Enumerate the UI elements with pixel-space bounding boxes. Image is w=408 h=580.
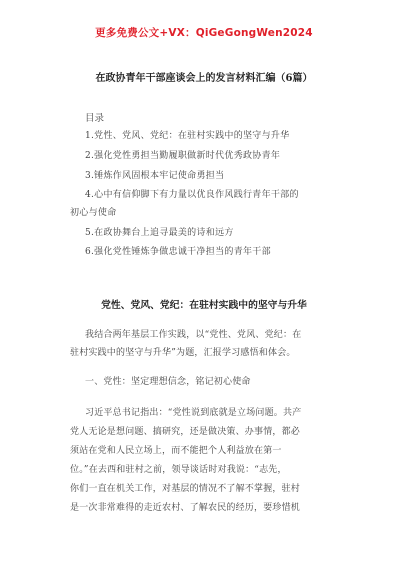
document-title: 在政协青年干部座谈会上的发言材料汇编（6篇） [95,73,313,84]
section-title: 党性、党风、党纪：在驻村实践中的坚守与升华 [101,300,307,311]
toc-item-continuation: 初心与使命 [70,208,117,218]
body-line: 党人无论是想问题、搞研究，还是做决策、办事情，都必 [70,427,301,437]
toc-item: 4.心中有信仰脚下有力量以优良作风践行青年干部的 [85,190,299,200]
toc-item: 3.锤炼作风固根本牢记使命勇担当 [85,171,225,181]
body-line: 习近平总书记指出：“党性说到底就是立场问题。共产 [85,408,302,418]
body-line: 你们一直在机关工作，对基层的情况不了解不掌握，驻村 [70,484,301,494]
body-heading: 一、党性：坚定理想信念，铭记初心使命 [85,377,251,387]
toc-item: 1.党性、党风、党纪：在驻村实践中的坚守与升华 [85,131,290,141]
toc-item: 5.在政协舞台上追寻最美的诗和远方 [85,228,234,238]
body-line: 驻村实践中的坚守与升华”为题，汇报学习感悟和体会。 [70,348,296,358]
toc-heading: 目录 [85,113,105,124]
toc-item: 6.强化党性锤炼争做忠诚干净担当的青年干部 [85,247,271,257]
promo-banner: 更多免费公文+VX：QiGeGongWen2024 [95,27,313,39]
toc-item: 2.强化党性勇担当勤履职做新时代优秀政协青年 [85,151,281,161]
body-line: 我结合两年基层工作实践，以“党性、党风、党纪：在 [85,330,302,340]
body-line: 位。”在去西和驻村之前，领导谈话时对我说：“志先， [70,465,287,475]
body-line: 是一次非常难得的走近农村、了解农民的经历，要珍惜机 [70,503,301,513]
body-line: 须站在党和人民立场上，而不能把个人利益放在第一 [70,446,282,456]
